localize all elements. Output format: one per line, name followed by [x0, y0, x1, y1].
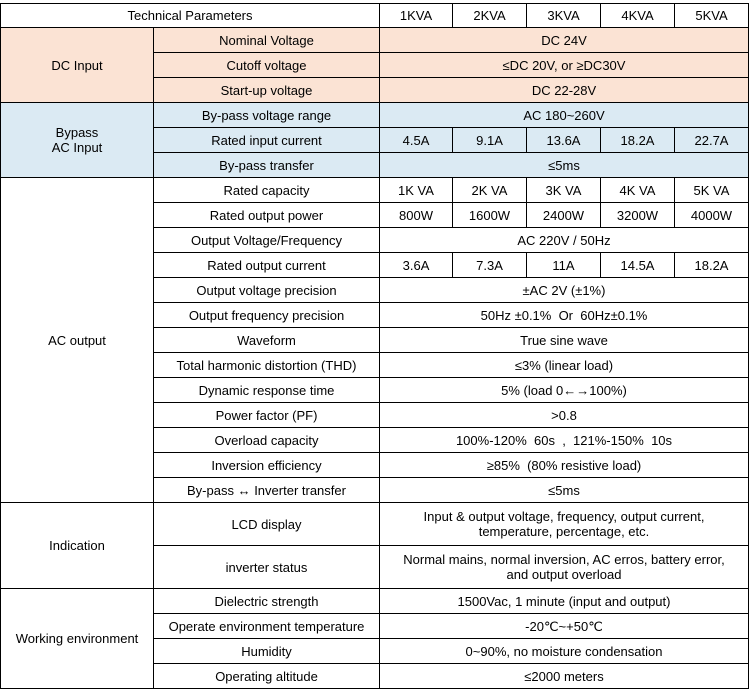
table-row	[1, 103, 749, 128]
model-value: 18.2A	[675, 253, 749, 278]
param-label: Total harmonic distortion (THD)	[154, 353, 380, 378]
model-value: 1K VA	[380, 178, 453, 203]
model-value: 14.5A	[601, 253, 675, 278]
param-label: Rated output power	[154, 203, 380, 228]
model-value: 4000W	[675, 203, 749, 228]
table-row	[1, 178, 749, 203]
model-value: 4K VA	[601, 178, 675, 203]
model-value: 13.6A	[527, 128, 601, 153]
param-label: Dielectric strength	[154, 589, 380, 614]
param-label: Cutoff voltage	[154, 53, 380, 78]
param-value	[380, 503, 749, 546]
model-value: 3200W	[601, 203, 675, 228]
param-value: 0~90%, no moisture condensation	[380, 639, 749, 664]
param-value: AC 220V / 50Hz	[380, 228, 749, 253]
param-value	[380, 546, 749, 589]
param-value: DC 24V	[380, 28, 749, 53]
environment-group-label: Working environment	[1, 589, 154, 689]
table-row	[1, 28, 749, 53]
model-value: 9.1A	[453, 128, 527, 153]
param-value: ≤2000 meters	[380, 664, 749, 689]
model-header: 2KVA	[453, 4, 527, 28]
model-header: 4KVA	[601, 4, 675, 28]
dc-input-group-label: DC Input	[1, 28, 154, 103]
model-header: 1KVA	[380, 4, 453, 28]
header-title: Technical Parameters	[1, 4, 380, 28]
param-value: 5% (load 0←→100%)	[380, 378, 749, 403]
table-row	[1, 503, 749, 546]
model-value: 4.5A	[380, 128, 453, 153]
status-line1: Normal mains, normal inversion, AC erros, battery error,	[403, 552, 725, 567]
param-label: Overload capacity	[154, 428, 380, 453]
param-label: Inversion efficiency	[154, 453, 380, 478]
technical-parameters-table	[0, 3, 749, 689]
model-value: 800W	[380, 203, 453, 228]
ac-output-group-label: AC output	[1, 178, 154, 503]
model-value: 18.2A	[601, 128, 675, 153]
bypass-group-line1: Bypass	[55, 125, 99, 140]
param-label: Rated output current	[154, 253, 380, 278]
param-label: By-pass voltage range	[154, 103, 380, 128]
param-value: 100%-120% 60s , 121%-150% 10s	[380, 428, 749, 453]
lcd-line1: Input & output voltage, frequency, output current,	[423, 509, 705, 524]
param-value: AC 180~260V	[380, 103, 749, 128]
param-label: LCD display	[154, 503, 380, 546]
param-label: By-pass ↔ Inverter transfer	[154, 478, 380, 503]
model-header: 3KVA	[527, 4, 601, 28]
param-value: ≥85% (80% resistive load)	[380, 453, 749, 478]
param-label: Rated capacity	[154, 178, 380, 203]
header-row	[1, 4, 749, 28]
param-label: Rated input current	[154, 128, 380, 153]
param-label: Waveform	[154, 328, 380, 353]
model-value: 2K VA	[453, 178, 527, 203]
param-label: inverter status	[154, 546, 380, 589]
param-label: Operate environment temperature	[154, 614, 380, 639]
param-label: Power factor (PF)	[154, 403, 380, 428]
bypass-group-line2: AC Input	[51, 140, 103, 155]
model-value: 7.3A	[453, 253, 527, 278]
param-label: Output frequency precision	[154, 303, 380, 328]
indication-group-label: Indication	[1, 503, 154, 589]
param-value: ≤5ms	[380, 153, 749, 178]
model-value: 22.7A	[675, 128, 749, 153]
param-label: Nominal Voltage	[154, 28, 380, 53]
param-value: True sine wave	[380, 328, 749, 353]
param-label: Operating altitude	[154, 664, 380, 689]
param-value: 50Hz ±0.1% Or 60Hz±0.1%	[380, 303, 749, 328]
param-value: >0.8	[380, 403, 749, 428]
param-value: ≤DC 20V, or ≥DC30V	[380, 53, 749, 78]
param-label: By-pass transfer	[154, 153, 380, 178]
model-value: 5K VA	[675, 178, 749, 203]
model-value: 1600W	[453, 203, 527, 228]
bypass-group-label	[1, 103, 154, 178]
param-label: Output Voltage/Frequency	[154, 228, 380, 253]
param-value: ±AC 2V (±1%)	[380, 278, 749, 303]
param-value: -20℃~+50℃	[380, 614, 749, 639]
param-label: Dynamic response time	[154, 378, 380, 403]
param-label: Start-up voltage	[154, 78, 380, 103]
model-value: 2400W	[527, 203, 601, 228]
model-value: 3K VA	[527, 178, 601, 203]
table-row	[1, 589, 749, 614]
param-label: Humidity	[154, 639, 380, 664]
status-line2: and output overload	[506, 567, 622, 582]
model-value: 3.6A	[380, 253, 453, 278]
param-value: ≤5ms	[380, 478, 749, 503]
param-value: ≤3% (linear load)	[380, 353, 749, 378]
param-label: Output voltage precision	[154, 278, 380, 303]
lcd-line2: temperature, percentage, etc.	[478, 524, 650, 539]
param-value: DC 22-28V	[380, 78, 749, 103]
param-value: 1500Vac, 1 minute (input and output)	[380, 589, 749, 614]
model-header: 5KVA	[675, 4, 749, 28]
model-value: 11A	[527, 253, 601, 278]
